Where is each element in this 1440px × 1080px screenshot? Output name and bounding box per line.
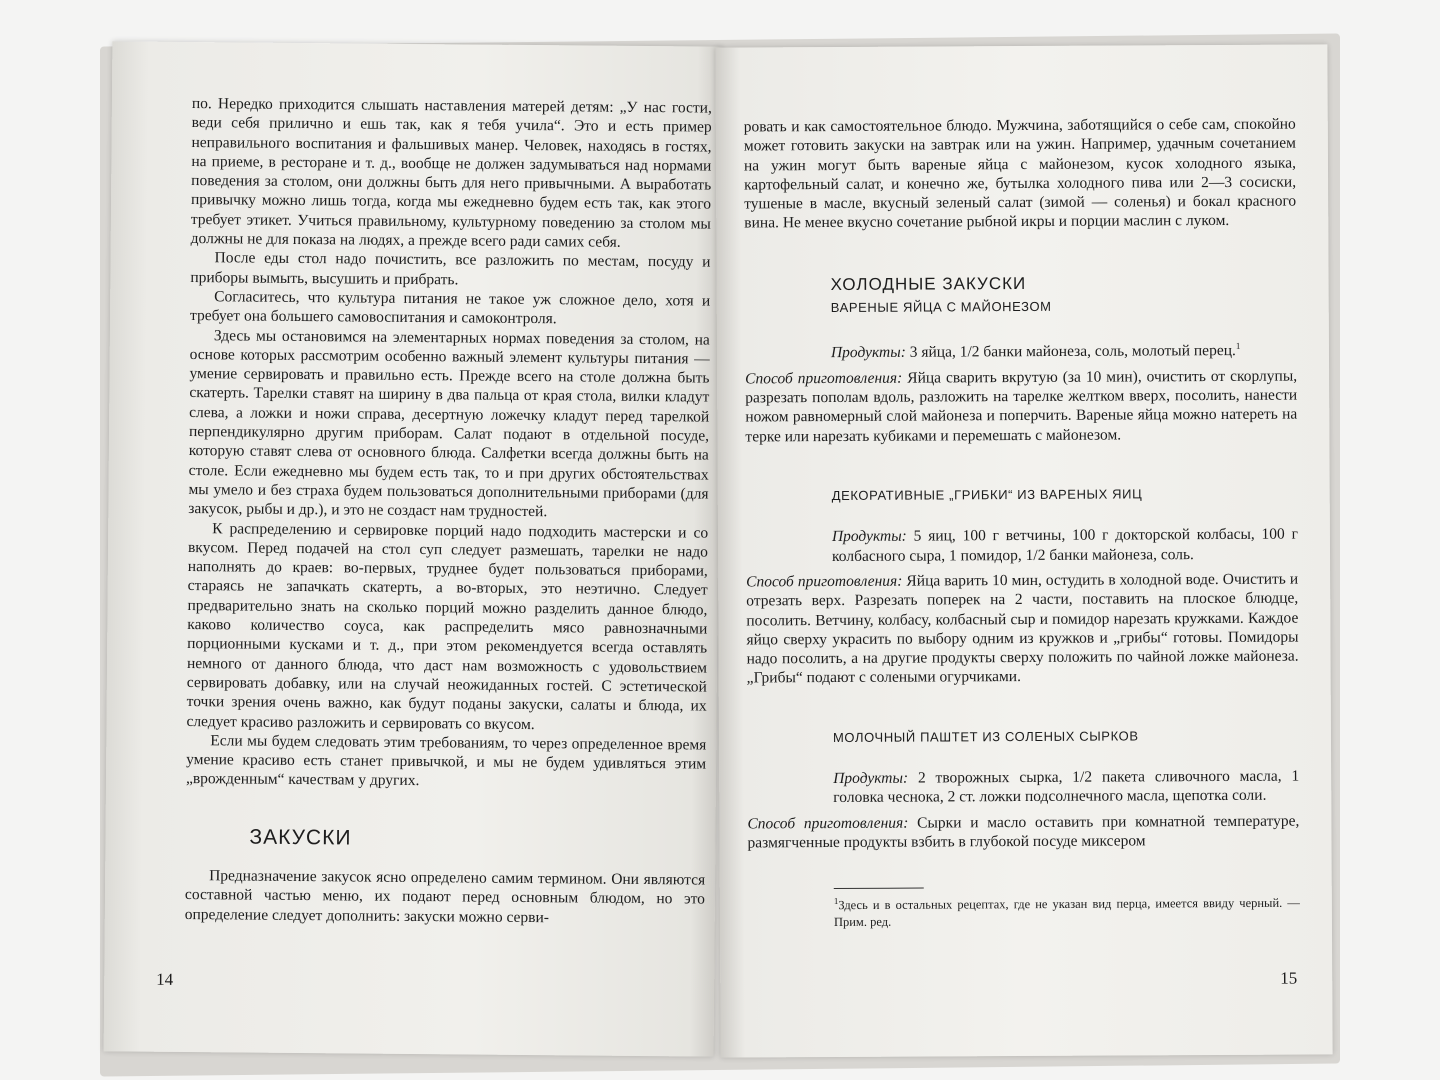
products-text: 3 яйца, 1/2 банки майонеза, соль, молотый перец.	[909, 342, 1236, 362]
paragraph: Согласитесь, что культура питания не такое уж сложное дело, хотя и требует она большего самовоспитания и самоконтроля.	[189, 288, 711, 328]
paragraph: К распределению и сервировке порций надо подходить мастерски и со вкусом. Перед подачей на стол суп следует размешать, тарелки не надо наполнять до краев: во-первых, труднее будет пользоваться приборами, стараясь не запачкать скатерть, а во-вторых, это неэтично. Следует предварительно знать на сколько порций можно разделить данное блюдо, каково количество соуса, как распределить мясо равнозначными порционными кусками и т. д., при этом рекомендуется всегда оставлять немного от данного блюда, что даст нам возможность с удовольствием сервировать добавку, или на случай неожиданных гостей. С эстетической точки зрения очень важно, как будут поданы закуски, салаты и блюда, их следует красиво разложить и сервировать со вкусом.	[186, 519, 709, 733]
paragraph: Здесь мы остановимся на элементарных нормах поведения за столом, на основе которых рассмотрим особенно важный элемент культуры питания — умение сервировать и правильно есть. Прежде всего на столе должна быть скатерть. Тарелки ставят на ширину в два пальца от края стола, вилки кладут слева, а ложки и ножи справа, десертную ложечку кладут перед тарелкой перпендикулярно другим приборам. Салат подают в отдельной посуде, которую ставят слева от основного блюда. Салфетки всегда должны быть на столе. Если ежедневно мы будем есть так, то и при других обстоятельствах мы умело и без страха будем пользоваться дополнительными приборами (для закусок, рыбы и др.), и это не создаст нам трудностей.	[188, 326, 710, 521]
paragraph: Если мы будем следовать этим требованиям, то через определенное время умение красиво есть станет привычкой, и мы не будем удивляться этим „врожденным“ качествам у других.	[185, 732, 707, 790]
page-number: 15	[1280, 968, 1298, 988]
method-label: Способ приготовления:	[746, 572, 903, 591]
method-text: Сырки и масло оставить при комнатной температуре, размягченные продукты взбить в глубокой посуде миксером	[747, 812, 1300, 852]
paragraph: ровать и как самостоятельное блюдо. Мужчина, заботящийся о себе сам, спокойно может готовить закуски на завтрак или на ужин. Например, удачным сочетанием на ужин могут быть вареные яйца с майонезом, кусок холодного языка, картофельный салат, и конечно же, бутылка холодного пива или 2—3 сосиски, тушеные в масле, вкусный зеленый салат (зимой — соленья) и бокал красного вина. Не менее вкусно сочетание рыбной икры и порции маслин с луком.	[743, 115, 1297, 232]
products-text: 2 творожных сырка, 1/2 пакета сливочного масла, 1 головка чеснока, 2 ст. ложки подсолнечного масла, щепотка соли.	[833, 767, 1300, 807]
products-text: 5 яиц, 100 г ветчины, 100 г докторской колбасы, 100 г колбасного сыра, 1 помидор, 1/2 банки майонеза, соль.	[831, 525, 1298, 565]
footnote-text: Здесь и в остальных рецептах, где не указан вид перца, имеется ввиду черный. — Прим. ред.	[833, 895, 1300, 930]
paragraph: После еды стол надо почистить, все разложить по местам, посуду и приборы вымыть, высушить и прибрать.	[190, 249, 711, 289]
products-label: Продукты:	[833, 769, 909, 787]
left-page	[104, 41, 723, 1056]
left-page-text	[185, 94, 712, 928]
recipe-method	[746, 569, 1299, 688]
recipe-method	[745, 366, 1297, 446]
footnote-mark: 1	[833, 896, 839, 907]
method-text: Яйца варить 10 мин, остудить в холодной воде. Очистить и отрезать верх. Разрезать поперек на 2 части, поставить на плоское блюдце, посолить. Ветчину, колбасу, колбасный сыр и помидор нарезать кружками. Каждое яйцо сверху украсить по выбору одним из кружков и „грибы“ готовы. Помидоры надо посолить, а на другие продукты сверху положить по чайной ложке майонеза. „Грибы“ подают с солеными огурчиками.	[746, 570, 1299, 687]
footnote-divider	[834, 888, 924, 889]
products-label: Продукты:	[831, 527, 907, 546]
paragraph: Предназначение закусок ясно определено самим термином. Они являются составной частью меню, их подают перед основным блюдом, но это определение следует дополнить: закуски можно серви-	[184, 867, 706, 926]
recipe-title: ВАРЕНЫЕ ЯЙЦА С МАЙОНЕЗОМ	[830, 298, 1052, 316]
right-page	[715, 44, 1332, 1057]
recipe-title: МОЛОЧНЫЙ ПАШТЕТ ИЗ СОЛЕНЫХ СЫРКОВ	[832, 728, 1139, 745]
products-label: Продукты:	[830, 344, 906, 362]
recipe-products	[745, 337, 1297, 363]
method-label: Способ приготовления:	[745, 369, 903, 388]
subsection-title: ХОЛОДНЫЕ ЗАКУСКИ	[830, 273, 1027, 294]
method-text: Яйца сварить вкрутую (за 10 мин), очистить от скорлупы, разрезать пополам вдоль, разложить на тарелке желтком вверх, посолить, нанести ножом равномерный слой майонеза и поперчить. Вареные яйца можно натереть на терке или нарезать кубиками и перемешать с майонезом.	[745, 367, 1298, 446]
footnote-mark: 1	[1235, 341, 1241, 352]
page-number: 14	[156, 969, 174, 989]
method-label: Способ приготовления:	[747, 814, 909, 833]
paragraph: по. Нередко приходится слышать наставления матерей детям: „У нас гости, веди себя прилично и ешь так, как я тебя учила“. Это и есть пример неправильного воспитания и фальшивых манер. Человек, находясь в гостях, на приеме, в ресторане и т. д., вообще не должен задумываться над нормами поведения за столом, они должны быть для него привычными. А выработать привычку можно лишь тогда, когда мы ежедневно будем есть так, как этого требует этикет. Учиться правильному, культурному поведению за столом мы должны не для показа на людях, а прежде всего ради самих себя.	[190, 95, 712, 251]
recipe-method	[747, 811, 1299, 852]
right-page-text	[744, 115, 1300, 932]
section-title: ЗАКУСКИ	[249, 825, 352, 850]
recipe-products	[747, 767, 1299, 808]
recipe-title: ДЕКОРАТИВНЫЕ „ГРИБКИ“ ИЗ ВАРЕНЫХ ЯИЦ	[831, 486, 1143, 504]
footnote	[748, 891, 1300, 932]
recipe-products	[746, 525, 1298, 566]
